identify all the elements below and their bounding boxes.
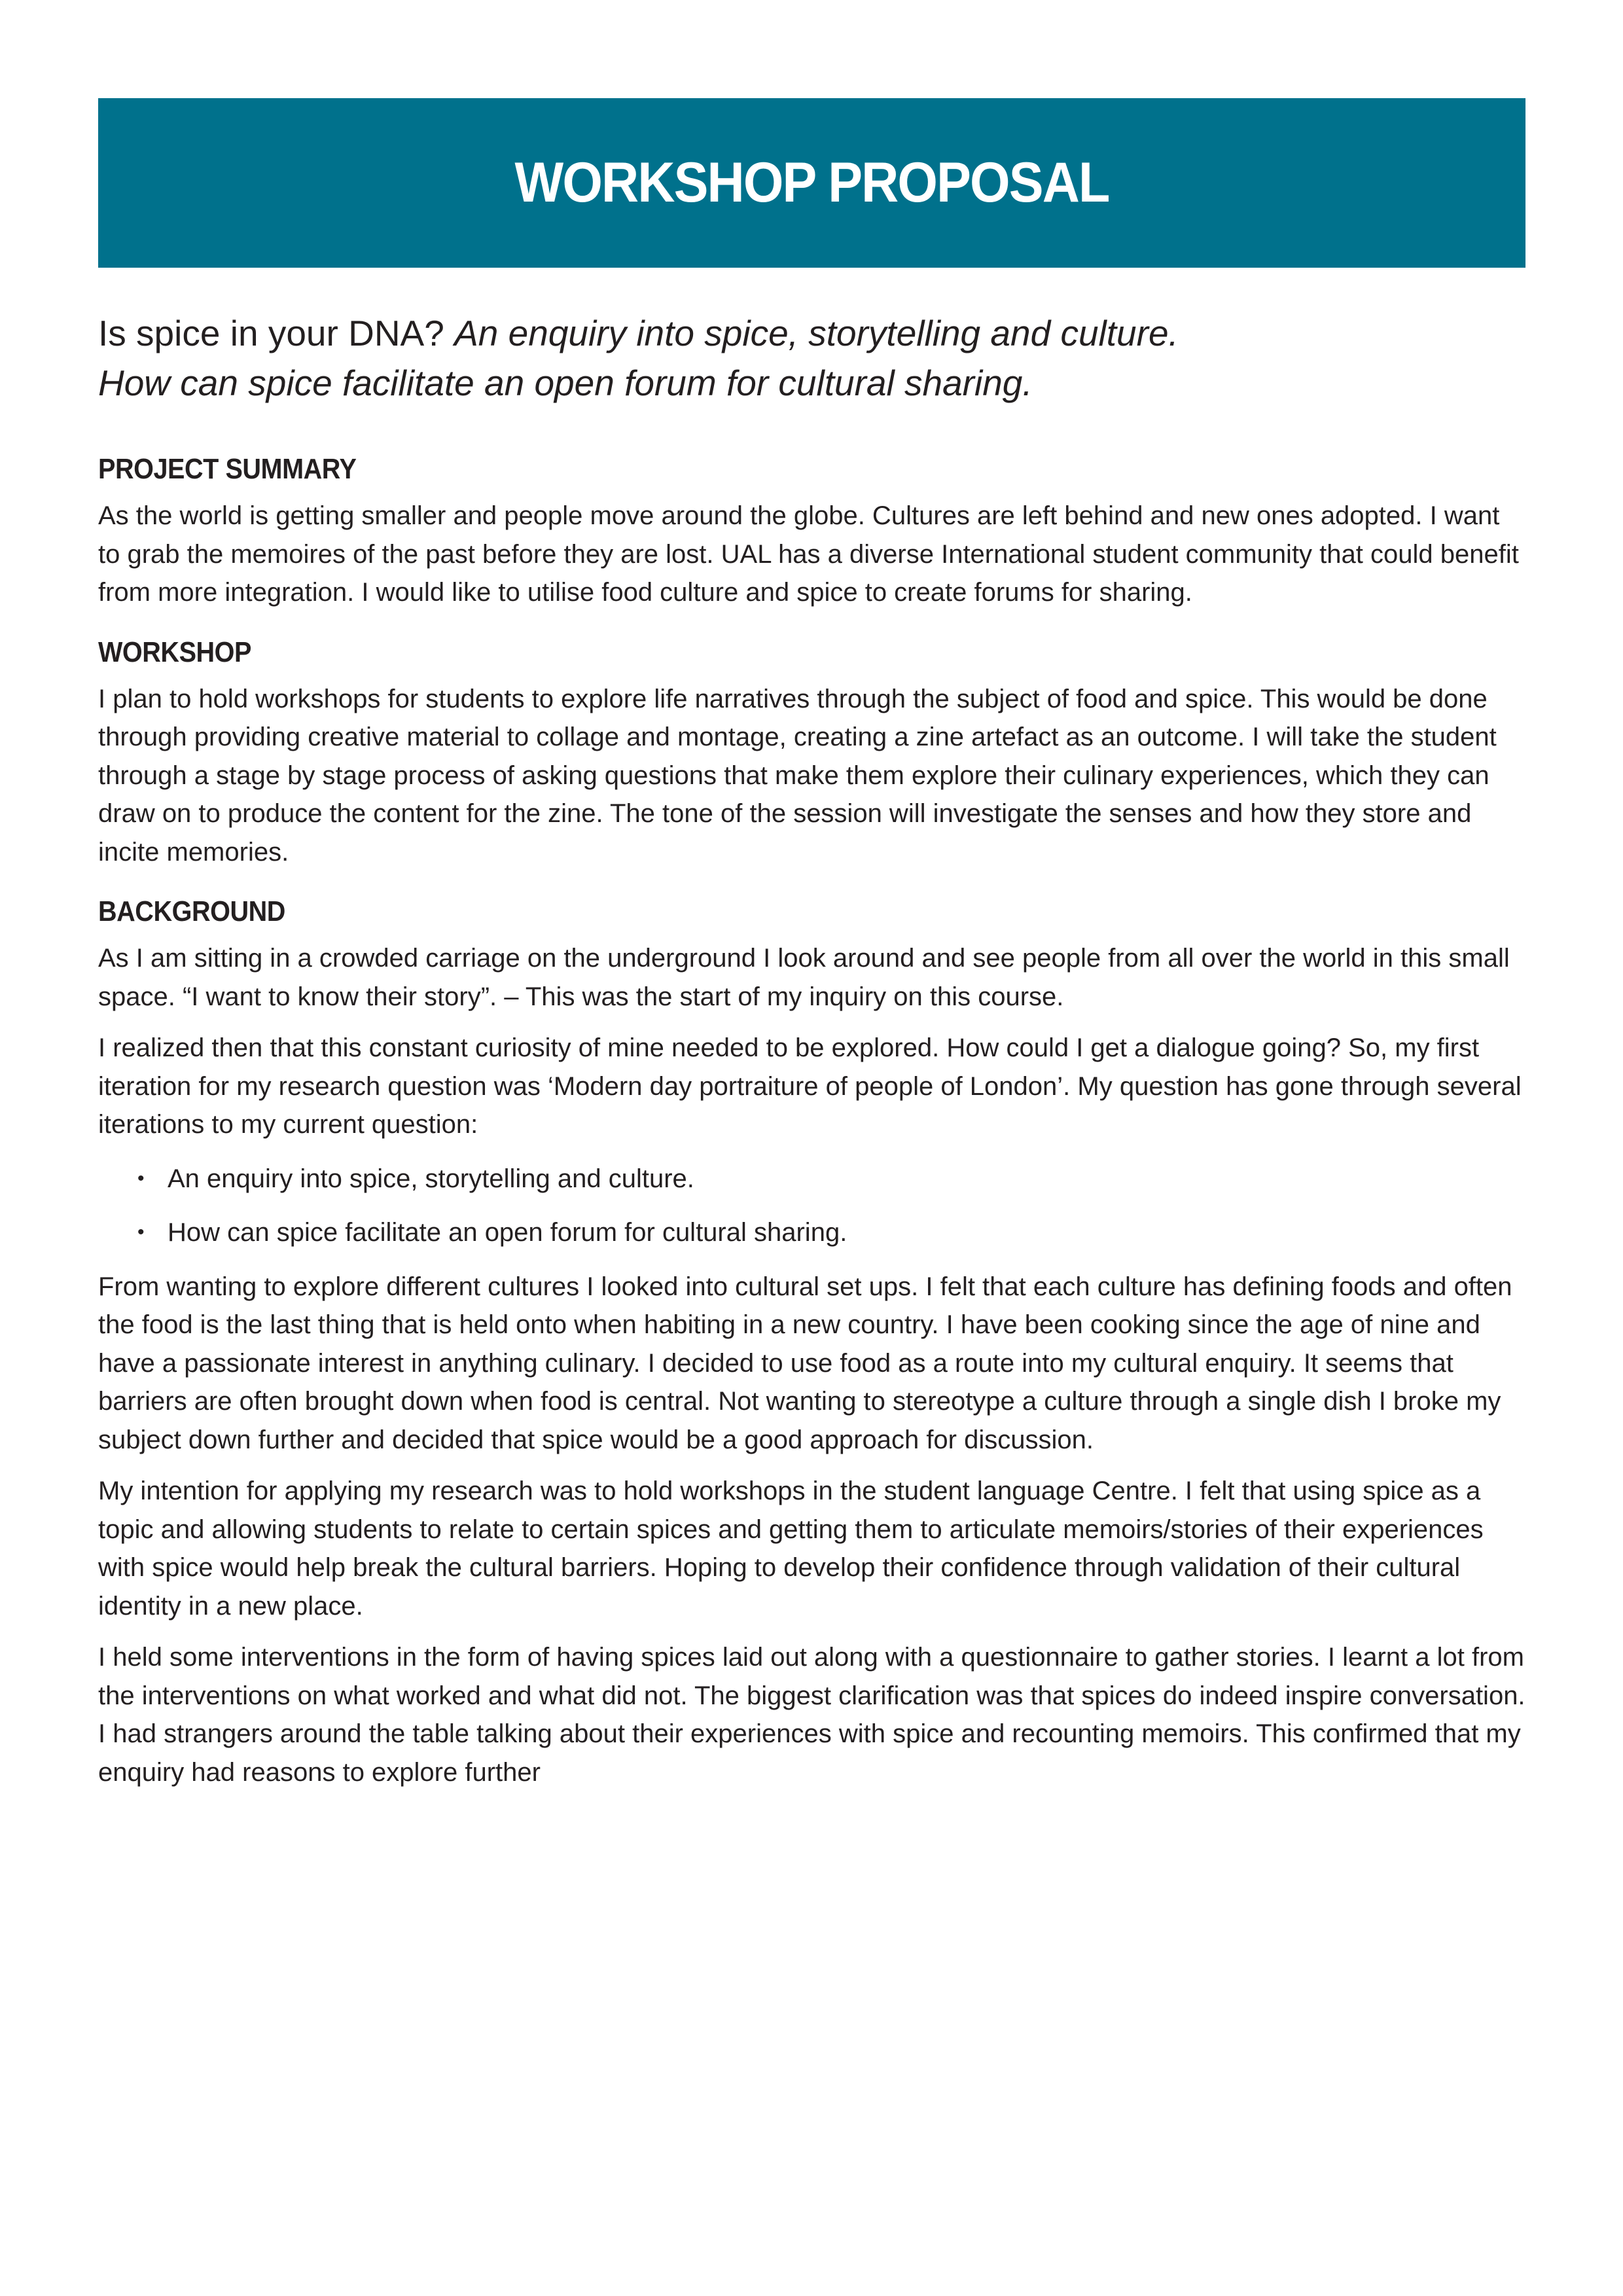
subtitle-italic-1: An enquiry into spice, storytelling and culture. (454, 313, 1179, 353)
bullet-icon: • (137, 1221, 145, 1243)
bullet-item (137, 1160, 1525, 1198)
subtitle-italic-2: How can spice facilitate an open forum for cultural sharing. (98, 363, 1033, 403)
heading-background: BACKGROUND (98, 895, 285, 927)
subtitle-line-1 (98, 308, 1525, 358)
document-page (98, 98, 1525, 1791)
bullet-item (137, 1213, 1525, 1252)
question-bullet-list (98, 1160, 1525, 1252)
bullet-text: An enquiry into spice, storytelling and culture. (168, 1164, 694, 1193)
heading-workshop: WORKSHOP (98, 636, 251, 668)
subtitle-lead: Is spice in your DNA? (98, 313, 444, 353)
heading-project-summary: PROJECT SUMMARY (98, 453, 357, 485)
subtitle-line-2 (98, 358, 1525, 408)
bullet-text: How can spice facilitate an open forum for cultural sharing. (168, 1218, 847, 1247)
workshop-paragraph: I plan to hold workshops for students to explore life narratives through the subject of food and spice. This would be done through providing creative material to collage and montage, creating a zine artefact as an outcome. I will take the student through a stage by stage process of asking questions that make them explore their culinary experiences, which they can draw on to produce the content for the zine. The tone of the session will investigate the senses and how they store and incite memories. (98, 684, 1497, 867)
section-background (98, 893, 1525, 1791)
document-subtitle (98, 308, 1525, 408)
bullet-icon: • (137, 1167, 145, 1189)
background-paragraph-4: My intention for applying my research was to hold workshops in the student language Centre. I felt that using spice as a topic and allowing students to relate to certain spices and getting them to articulate memoirs/stories of their experiences with spice would help break the cultural barriers. Hoping to develop their confidence through validation of their cultural identity in a new place. (98, 1477, 1484, 1621)
document-title: WORKSHOP PROPOSAL (514, 151, 1109, 214)
section-workshop (98, 634, 1525, 872)
background-paragraph-2: I realized then that this constant curiosity of mine needed to be explored. How could I get a dialogue going? So, my first iteration for my research question was ‘Modern day portraiture of people of London’. My question has gone through several iterations to my current question: (98, 1033, 1522, 1139)
title-banner (98, 98, 1525, 268)
background-paragraph-3: From wanting to explore different cultures I looked into cultural set ups. I felt that each culture has defining foods and often the food is the last thing that is held onto when habiting in a new country. I have been cooking since the age of nine and have a passionate interest in anything culinary. I decided to use food as a route into my cultural enquiry. It seems that barriers are often brought down when food is central. Not wanting to stereotype a culture through a single dish I broke my subject down further and decided that spice would be a good approach for discussion. (98, 1272, 1512, 1454)
summary-paragraph: As the world is getting smaller and people move around the globe. Cultures are left behind and new ones adopted. I want to grab the memoires of the past before they are lost. UAL has a diverse International student community that could benefit from more integration. I would like to utilise food culture and spice to create forums for sharing. (98, 501, 1519, 607)
background-paragraph-1: As I am sitting in a crowded carriage on the underground I look around and see people from all over the world in this small space. “I want to know their story”. – This was the start of my inquiry on this course. (98, 944, 1510, 1011)
section-project-summary (98, 451, 1525, 612)
background-paragraph-5: I held some interventions in the form of having spices laid out along with a questionnaire to gather stories. I learnt a lot from the interventions on what worked and what did not. The biggest clarification was that spices do indeed inspire conversation. I had strangers around the table talking about their experiences with spice and recounting memoirs. This confirmed that my enquiry had reasons to explore further (98, 1643, 1525, 1787)
